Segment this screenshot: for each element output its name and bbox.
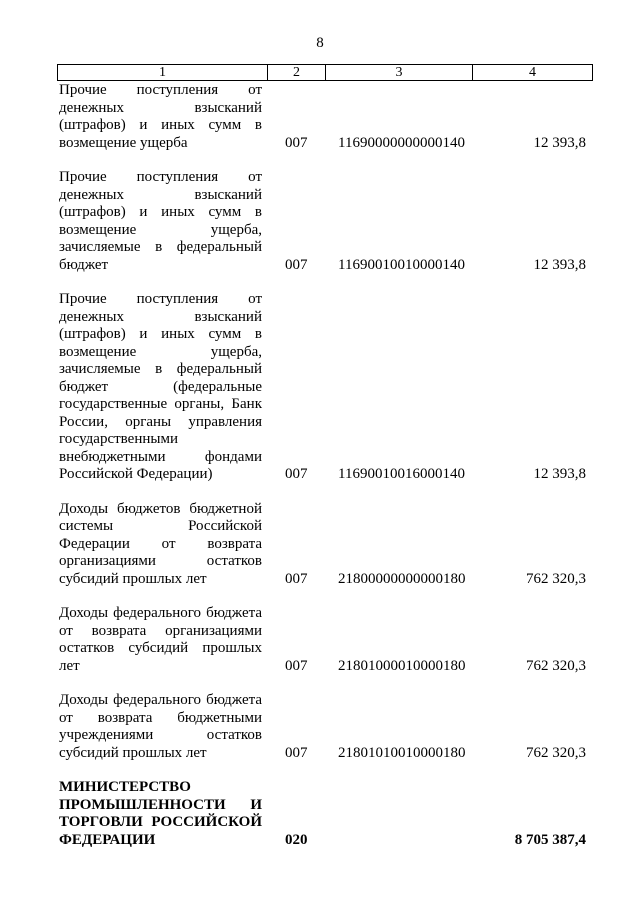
row-kbk-code: 21801000010000180 [338,657,466,674]
row-kbk-code: 11690000000000140 [338,134,465,151]
table-row [0,82,640,152]
header-col-3: 3 [326,65,473,80]
header-col-1: 1 [58,65,268,80]
row-name: Доходы федерального бюджета от возврата бюджетными учреждениями остатков субсидий прошлых лет [59,692,262,761]
page-number: 8 [316,35,324,51]
row-name: МИНИСТЕРСТВО ПРОМЫШЛЕННОСТИ И ТОРГОВЛИ РОССИЙСКОЙ ФЕДЕРАЦИИ [59,779,262,848]
row-sum: 12 393,8 [533,256,586,273]
table-row [0,605,640,675]
header-col-4: 4 [529,65,536,80]
row-admin-code: 007 [285,466,308,482]
row-admin-code: 020 [285,831,308,848]
table-row [0,501,640,589]
row-kbk-code: 11690010010000140 [338,256,465,273]
row-admin-code: 007 [285,570,308,587]
row-sum: 8 705 387,4 [514,831,586,848]
table-body [0,82,640,866]
row-name: Прочие поступления от денежных взысканий (штрафов) и иных сумм в возмещение ущерба, зачисляемые в федеральный бюджет (федеральные государственные органы, Банк России, органы управления государственными внебюджетными фондами Российской Федерации) [59,291,262,482]
row-name: Прочие поступления от денежных взысканий (штрафов) и иных сумм в возмещение ущерба, зачисляемые в федеральный бюджет [59,169,262,273]
row-sum: 762 320,3 [526,570,586,587]
row-sum: 762 320,3 [526,744,586,761]
row-sum: 12 393,8 [533,134,586,151]
table-header [57,64,593,81]
row-admin-code: 007 [285,256,308,273]
row-name: Прочие поступления от денежных взысканий (штрафов) и иных сумм в возмещение ущерба [59,82,262,151]
row-name: Доходы бюджетов бюджетной системы Российской Федерации от возврата организациями остатков субсидий прошлых лет [59,500,262,587]
row-sum: 762 320,3 [526,657,586,674]
row-admin-code: 007 [285,134,308,151]
table-row [0,291,640,484]
row-kbk-code: 21800000000000180 [338,570,466,587]
row-kbk-code: 11690010016000140 [338,466,465,482]
header-col-2: 2 [268,65,326,80]
table-row [0,169,640,274]
row-name: Доходы федерального бюджета от возврата организациями остатков субсидий прошлых лет [59,605,262,674]
row-kbk-code: 21801010010000180 [338,744,466,761]
row-admin-code: 007 [285,744,308,761]
table-row [0,692,640,762]
row-sum: 12 393,8 [533,466,586,482]
row-admin-code: 007 [285,657,308,674]
table-row-ministry-total [0,779,640,849]
